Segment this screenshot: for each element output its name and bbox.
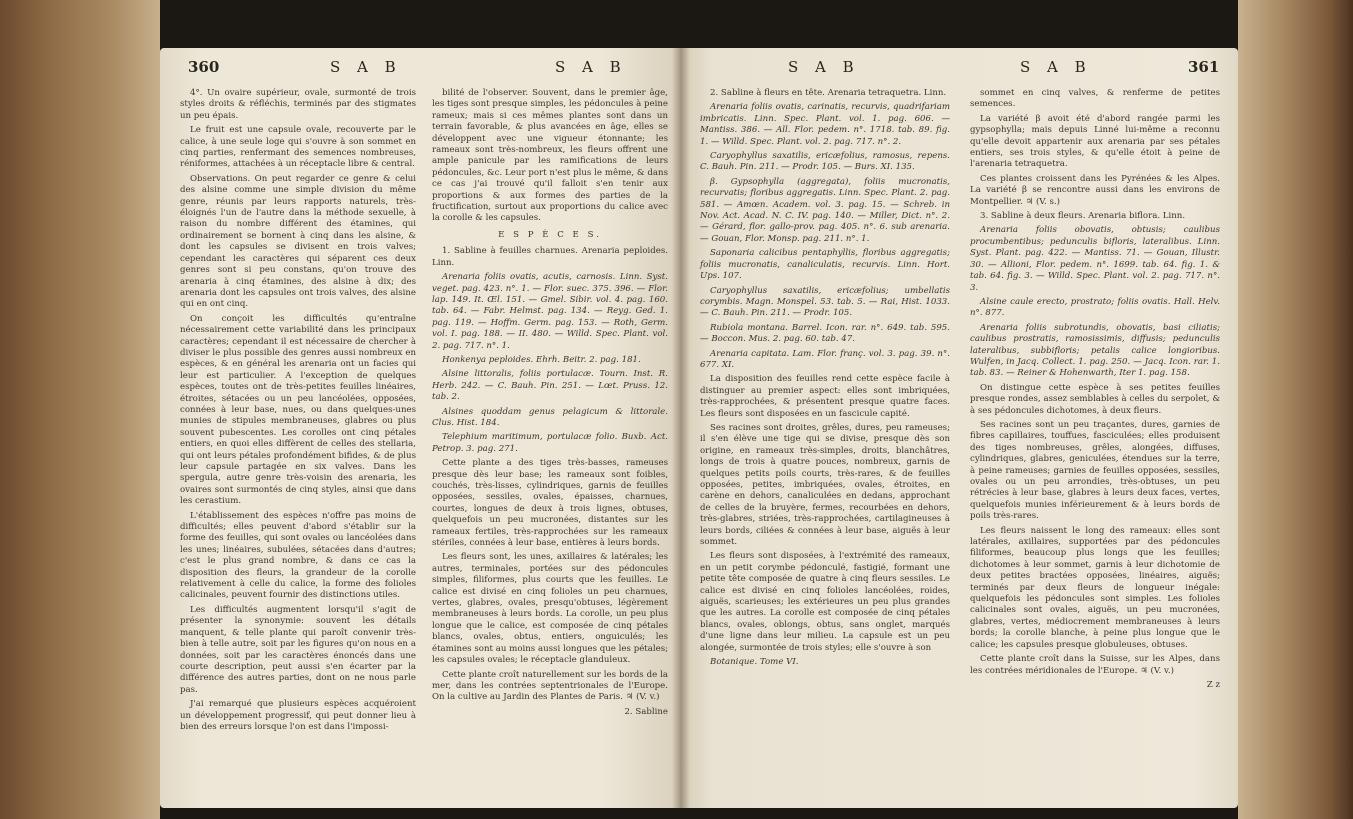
species-heading: 1. Sabline à feuilles charnues. Arenaria peploides. Linn. xyxy=(432,246,668,268)
synonymy: Arenaria foliis ovatis, acutis, carnosis. Linn. Syst. veget. pag. 423. n°. 1. — Flor. suec. 375. 396. — Flor. lap. 149. It. Œl. 151. — Gmel. Sibir. vol. 4. pag. 160. tab. 64. — Fabr. Helmst. pag. 134. — Reyg. Ged. 1. pag. 119. — Hoffm. Germ. pag. 153. — Roth, Germ. vol. I. pag. 188. — II. 480. — Willd. Spec. Plant. vol. 2. pag. 717. n°. 1. xyxy=(432,272,668,351)
section-heading-especes: E S P È C E S. xyxy=(498,229,602,240)
paragraph: 4°. Un ovaire supérieur, ovale, surmonté de trois styles droits & réfléchis, terminés par des stigmates un peu épais. xyxy=(180,88,416,121)
paragraph: Les fleurs sont, les unes, axillaires & latérales; les autres, terminales, portées sur des pédoncules simples, filiformes, plus courts que les feuilles. Le calice est divisé en cinq folioles un peu charnues, vertes, glabres, ovales, presqu'obtuses, légèrement membraneuses à leurs bords. La corolle, un peu plus longue que le calice, est composée de cinq pétales blancs, ovales, obtus, entiers, onguiculés; les étamines sont au moins aussi longues que les pétales; les capsules ovales; le réceptacle glanduleux. xyxy=(432,552,668,666)
paragraph: On distingue cette espèce à ses petites feuilles presque rondes, assez semblables à celles du serpolet, & à ses pédoncules dichotomes, à deux fleurs. xyxy=(970,382,1220,416)
right-column-2 xyxy=(970,88,1220,694)
paragraph: La disposition des feuilles rend cette espèce facile à distinguer au premier aspect: elles sont imbriquées, très-rapprochées, & présentent presque quatre faces. Les fleurs sont disposées en un fascicule capité. xyxy=(700,374,950,419)
right-column-1 xyxy=(700,88,950,672)
synonymy: Alsines quoddam genus pelagicum & littorale. Clus. Hist. 184. xyxy=(432,406,668,428)
left-column-1 xyxy=(180,88,416,736)
synonymy: Caryophyllus saxatilis, ericæfolius, ramosus, repens. C. Bauh. Pin. 211. — Prodr. 105. — Burs. XI. 135. xyxy=(700,151,950,173)
left-running-head: S A B xyxy=(330,58,402,76)
paragraph: bilité de l'observer. Souvent, dans le premier âge, les tiges sont presque simples, les pédoncules à peine rameux; mais si ces mêmes plantes sont dans un terrain favorable, & plus avancées en âge, elles se développent avec une vigueur étonnante; les rameaux sont très-nombreux, les fleurs offrent une ample panicule par les ramifications de leurs pédoncules, &c. Leur port n'est plus le même, & dans ce cas j'ai trouvé qu'il falloit s'en tenir aux proportions & aux formes des parties de la fructification, surtout aux proportions du calice avec la corolle & les capsules. xyxy=(432,88,668,224)
paragraph: Cette plante croît naturellement sur les bords de la mer, dans les contrées septentrionales de l'Europe. On la cultive au Jardin des Plantes de Paris. ♃ (V. v.) xyxy=(432,669,668,703)
book-gutter xyxy=(672,48,690,808)
paragraph: L'établissement des espèces n'offre pas moins de difficultés; elles peuvent d'abord s'établir sur la forme des feuilles, qui sont ovales ou lancéolées dans les unes; linéaires, subulées, sétacées dans d'autres; c'est le plus grand nombre, & dans ce cas la disposition des fleurs, la grandeur de la corolle relativement à celle du calice, la forme des folioles calicinales, peuvent fournir des distinctions utiles. xyxy=(180,510,416,601)
footer-signature: Botanique. Tome VI. xyxy=(710,657,799,668)
paragraph: On conçoit les difficultés qu'entraîne nécessairement cette variabilité dans les principaux caractères; cependant il est nécessaire de chercher à diviser le plus possible des genres aussi nombreux en espèces, & en général les arenaria ont un facies qui leur est particulier. A l'exception de quelques espèces, toutes ont de très-petites feuilles linéaires, étroites, sétacées ou un peu lancéolées, opposées, connées à leur base, nues, ou dans quelques-unes munies de stipules membraneuses, glabres ou plus souvent pubescentes. Les corolles ont cinq pétales entiers, en quoi elles diffèrent de celles des stellaria, qui ont leurs pétales profondément bifides, & de plus leur capsule partagée en six valves. Dans les spergula, autre genre très-voisin des arenaria, les ovaires sont surmontés de cinq styles, ainsi que dans les cerastium. xyxy=(180,313,416,507)
paragraph: J'ai remarqué que plusieurs espèces acquéroient un développement progressif, qui peut donner lieu à bien des erreurs lorsque l'on est dans l'impossi- xyxy=(180,699,416,732)
species-heading: 2. Sabline à fleurs en tête. Arenaria tetraquetra. Linn. xyxy=(710,88,947,98)
signature-mark: Z z xyxy=(1206,679,1220,690)
paragraph: Les difficultés augmentent lorsqu'il s'agit de présenter la synonymie: souvent les détails manquent, & telle plante qui paroît convenir très-bien à telle autre, soit par les figures qu'on nous en a données, soit par les caractères énoncés dans une courte description, peut aussi s'en écarter par la différence des autres parties, dont on ne nous parle pas. xyxy=(180,604,416,695)
synonymy: Saponaria calicibus pentaphyllis, floribus aggregatis; foliis mucronatis, canaliculatis, recurvis. Linn. Hort. Ups. 107. xyxy=(700,248,950,282)
synonymy: Honkenya peploides. Ehrh. Beitr. 2. pag. 181. xyxy=(442,354,641,365)
synonymy: Rubiola montana. Barrel. Icon. rar. n°. 649. tab. 595. — Boccon. Mus. 2. pag. 60. tab. 47. xyxy=(700,322,950,345)
paragraph: Cette plante a des tiges très-basses, rameuses presque dès leur base; les rameaux sont foibles, couchés, très-lisses, cylindriques, garnis de feuilles opposées, sessiles, ovales, épaisses, charnues, courtes, longues de deux à trois lignes, obtuses, quelquefois un peu mucronées, distantes sur les rameaux fertiles, très-rapprochées sur les rameaux stériles, connées à leur base, entières à leurs bords. xyxy=(432,458,668,549)
synonymy: β. Gypsophylla (aggregata), foliis mucronatis, recurvatis; floribus aggregatis. Linn. Spec. Plant. 2. pag. 581. — Amœn. Academ. vol. 3. pag. 15. — Schreb. in Nov. Act. Acad. N. C. IV. pag. 140. — Miller, Dict. n°. 2. — Gérard, flor. gallo-prov. pag. 405. n°. 6. sub arenaria. — Gouan, Flor. Monsp. pag. 211. n°. 1. xyxy=(700,176,950,244)
synonymy: Alsine caule erecto, prostrato; foliis ovatis. Hall. Helv. n°. 877. xyxy=(970,296,1220,319)
synonymy: Arenaria foliis obovatis, obtusis; caulibus procumbentibus; pedunculis bifloris, lateralibus. Linn. Syst. Plant. pag. 422. — Mantiss. 71. — Gouan, Illustr. 30. — Allioni, Flor. pedem. n°. 1699. tab. 64. fig. 1. & tab. 64. fig. 3. — Willd. Spec. Plant. vol. 2. pag. 717. n°. 3. xyxy=(970,225,1220,293)
left-page-number: 360 xyxy=(188,58,220,76)
synonymy: Telephium maritimum, portulacæ folio. Buxb. Act. Petrop. 3. pag. 271. xyxy=(432,432,668,454)
right-running-head: S A B xyxy=(788,58,860,76)
left-page-edges xyxy=(0,0,160,819)
right-running-head-2: S A B xyxy=(1020,58,1092,76)
paragraph: Ces plantes croissent dans les Pyrénées & les Alpes. La variété β se rencontre aussi dans les environs de Montpellier. ♃ (V. s.) xyxy=(970,173,1220,207)
synonymy: Arenaria capitata. Lam. Flor. franç. vol. 3. pag. 39. n°. 677. XI. xyxy=(700,348,950,370)
species-heading: 3. Sabline à deux fleurs. Arenaria biflora. Linn. xyxy=(980,211,1186,222)
synonymy: Alsine littoralis, foliis portulacæ. Tourn. Inst. R. Herb. 242. — C. Bauh. Pin. 251. — Lœt. Pruss. 12. tab. 2. xyxy=(432,369,668,403)
paragraph: Ses racines sont un peu traçantes, dures, garnies de fibres capillaires, touffues, fasciculées; elles produisent des tiges nombreuses, grêles, alongées, diffuses, cylindriques, glabres, geniculées, étendues sur la terre, à peine rameuses; garnies de feuilles opposées, sessiles, ovales ou un peu arrondies, très-obtuses, un peu rétrécies à leur base, glabres à leurs deux faces, vertes, quelquefois munies inférieurement & à leurs bords de poils très-rares. xyxy=(970,419,1220,522)
left-page xyxy=(160,48,680,808)
paragraph: Ses racines sont droites, grêles, dures, peu rameuses; il s'en élève une tige qui se divise, presque dès son origine, en rameaux très-simples, droits, blanchâtres, longs de trois à quatre pouces, nombreux, garnis de quelques petits poils courts, très-rares, & de feuilles opposées, petites, imbriquées, ovales, étroites, en carène en dehors, canaliculées en dedans, approchant de celles de la bruyère, fermes, recourbées en dehors, très-glabres, striées, très-rapprochées, cartilagineuses à leurs bords, ciliées & connées à leur base, aiguës à leur sommet. xyxy=(700,422,950,548)
paragraph: Les fleurs sont disposées, à l'extrémité des rameaux, en un petit corymbe pédonculé, fastigié, formant une petite tête composée de quatre à cinq fleurs sessiles. Le calice est divisé en cinq folioles lancéolées, roides, aiguës, scarieuses; les extérieures un peu plus grandes que les autres. La corolle est composée de cinq pétales blancs, ovales, oblongs, obtus, sans onglet, marqués d'une ligne dans leur milieu. La capsule est un peu alongée, surmontée de trois styles; elle s'ouvre à son xyxy=(700,551,950,653)
right-page-number: 361 xyxy=(1188,58,1220,76)
paragraph: Cette plante croît dans la Suisse, sur les Alpes, dans les contrées méridionales de l'Europe. ♃ (V. v.) xyxy=(970,654,1220,676)
synonymy: Caryophyllus saxatilis, ericæfolius; umbellatis corymbis. Magn. Monspel. 53. tab. 5. — Rai, Hist. 1033. — C. Bauh. Pin. 211. — Prodr. 105. xyxy=(700,285,950,319)
paragraph: Les fleurs naissent le long des rameaux: elles sont latérales, axillaires, supportées par des pédoncules filiformes, beaucoup plus longs que les feuilles; dichotomes à leur sommet, garnis à leur dichotomie de deux petites bractées opposées, linéaires, aiguës; terminés par deux fleurs de longueur inégale: quelquefois les pédoncules sont simples. Les folioles calicinales sont ovales, aiguës, un peu mucronées, glabres, vertes, médiocrement membraneuses à leurs bords; la corolle blanche, à peine plus longue que le calice; les capsules presque globuleuses, obtuses. xyxy=(970,525,1220,650)
paragraph: Le fruit est une capsule ovale, recouverte par le calice, à une seule loge qui s'ouvre à son sommet en cinq parties, renfermant des semences nombreuses, réniformes, attachées à un réceptacle libre & central. xyxy=(180,125,416,170)
paragraph: sommet en cinq valves, & renferme de petites semences. xyxy=(970,88,1220,110)
right-page-edges xyxy=(1238,0,1353,819)
paragraph: La variété β avoit été d'abord rangée parmi les gypsophylla; mais depuis Linné lui-même a reconnu qu'elle devoit appartenir aux arenaria par ses pétales entiers, ses trois styles, & qu'elle étoit à peine de l'arenaria tetraquetra. xyxy=(970,113,1220,170)
paragraph: Observations. On peut regarder ce genre & celui des alsine comme une simple division du même genre, réunis par leurs rapports naturels, très-éloignés l'un de l'autre dans la méthode sexuelle, à raison du nombre différent des étamines, qui ordinairement se bornent à cinq dans les alsine, & dont les capsules se divisent en trois valves; cependant les caractères qui séparent ces deux genres sont si peu constans, qu'on trouve des arenaria à cinq étamines, des alsine à dix; des arenaria dont les capsules ont trois valves, des alsine qui en ont cinq. xyxy=(180,173,416,310)
catchword: 2. Sabline xyxy=(624,706,668,717)
synonymy: Arenaria foliis ovatis, carinatis, recurvis, quadrifariam imbricatis. Linn. Spec. Plant. vol. 1. pag. 606. — Mantiss. 386. — All. Flor. pedem. n°. 1718. tab. 89. fig. 1. — Willd. Spec. Plant. vol. 2. pag. 717. n°. 2. xyxy=(700,102,950,147)
synonymy: Arenaria foliis subrotundis, obovatis, basi ciliatis; caulibus prostratis, ramosissimis, diffusis; pedunculis lateralibus, subbifloris; petalis calice longioribus. Wulfen, in Jacq. Collect. 1. pag. 250. — Jacq. Icon. rar. 1. tab. 83. — Reiner & Hohenwarth, Iter 1. pag. 158. xyxy=(970,322,1220,379)
left-running-head-2: S A B xyxy=(555,58,627,76)
left-column-2 xyxy=(432,88,668,721)
right-page xyxy=(680,48,1238,808)
